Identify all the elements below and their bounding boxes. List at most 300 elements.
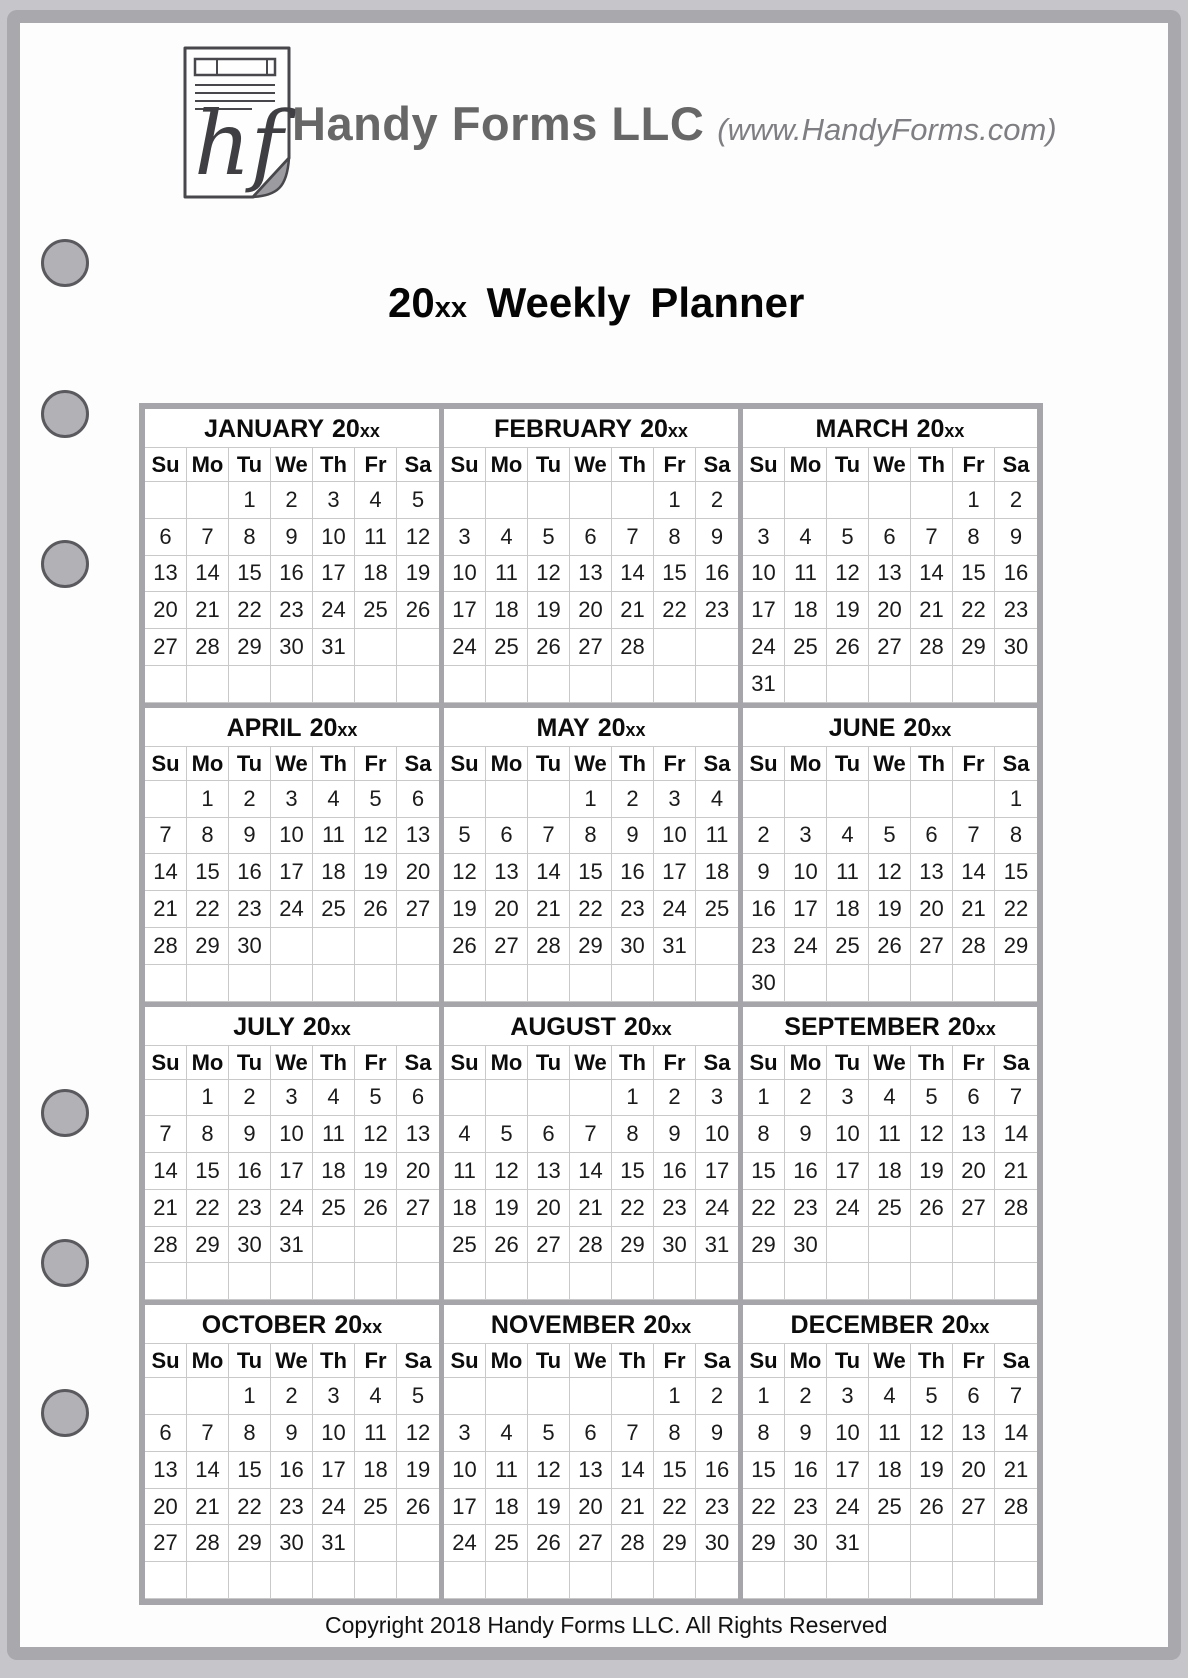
day-cell: 8 [570, 818, 612, 855]
day-cell: 5 [444, 818, 486, 855]
day-cell: 2 [785, 1080, 827, 1117]
day-cell: 9 [696, 519, 738, 556]
month-title [743, 409, 1037, 448]
day-cell: 19 [911, 1452, 953, 1489]
day-cell: 26 [355, 1190, 397, 1227]
day-cell: 17 [313, 556, 355, 593]
empty-day-cell [313, 1562, 355, 1599]
day-cell: 28 [995, 1190, 1037, 1227]
day-cell: 7 [145, 818, 187, 855]
empty-day-cell [911, 1525, 953, 1562]
day-cell: 11 [313, 818, 355, 855]
day-cell: 23 [995, 592, 1037, 629]
day-cell: 9 [743, 854, 785, 891]
empty-day-cell [869, 1562, 911, 1599]
day-cell: 23 [271, 592, 313, 629]
month-name: MARCH [815, 415, 909, 443]
day-cell: 14 [187, 1452, 229, 1489]
day-of-week-header: Sa [995, 448, 1037, 482]
day-cell: 26 [397, 592, 439, 629]
day-cell: 9 [271, 519, 313, 556]
month-year-prefix: 20 [309, 713, 338, 742]
month-calendar [145, 1007, 439, 1301]
day-cell: 24 [785, 928, 827, 965]
title-text: Weekly Planner [486, 279, 805, 326]
month-days-grid [444, 1080, 738, 1301]
day-cell: 1 [654, 1378, 696, 1415]
empty-day-cell [355, 1227, 397, 1264]
day-cell: 20 [397, 854, 439, 891]
day-cell: 19 [911, 1153, 953, 1190]
empty-day-cell [355, 666, 397, 703]
month-year-prefix: 20 [643, 1311, 672, 1340]
day-cell: 5 [355, 781, 397, 818]
day-cell: 16 [271, 556, 313, 593]
day-cell: 21 [995, 1153, 1037, 1190]
day-cell: 11 [355, 519, 397, 556]
day-cell: 6 [397, 781, 439, 818]
day-of-week-header: Tu [229, 747, 271, 781]
empty-day-cell [486, 781, 528, 818]
day-cell: 25 [313, 891, 355, 928]
day-cell: 20 [953, 1452, 995, 1489]
day-cell: 21 [145, 1190, 187, 1227]
day-cell: 13 [486, 854, 528, 891]
day-cell: 31 [743, 666, 785, 703]
day-of-week-header: We [271, 1344, 313, 1378]
day-cell: 5 [827, 519, 869, 556]
empty-day-cell [271, 1562, 313, 1599]
day-of-week-header: Su [743, 448, 785, 482]
day-cell: 14 [612, 556, 654, 593]
day-cell: 15 [995, 854, 1037, 891]
day-cell: 24 [827, 1489, 869, 1526]
empty-day-cell [444, 781, 486, 818]
empty-day-cell [743, 1263, 785, 1300]
month-calendar [444, 1007, 738, 1301]
day-of-week-header: Mo [187, 747, 229, 781]
empty-day-cell [612, 666, 654, 703]
empty-day-cell [313, 666, 355, 703]
day-cell: 10 [785, 854, 827, 891]
day-cell: 9 [612, 818, 654, 855]
day-cell: 27 [528, 1227, 570, 1264]
day-cell: 4 [313, 781, 355, 818]
day-of-week-header: We [570, 448, 612, 482]
empty-day-cell [827, 1227, 869, 1264]
empty-day-cell [528, 1378, 570, 1415]
day-of-week-header: Tu [528, 448, 570, 482]
day-cell: 23 [271, 1489, 313, 1526]
day-cell: 5 [911, 1378, 953, 1415]
day-cell: 27 [911, 928, 953, 965]
empty-day-cell [313, 928, 355, 965]
empty-day-cell [570, 482, 612, 519]
day-cell: 5 [528, 1415, 570, 1452]
day-cell: 20 [397, 1153, 439, 1190]
empty-day-cell [953, 1562, 995, 1599]
month-calendar [743, 1007, 1037, 1301]
day-cell: 20 [145, 592, 187, 629]
day-cell: 19 [355, 854, 397, 891]
day-cell: 5 [486, 1116, 528, 1153]
empty-day-cell [145, 1562, 187, 1599]
empty-day-cell [696, 666, 738, 703]
day-cell: 18 [696, 854, 738, 891]
day-cell: 7 [995, 1378, 1037, 1415]
day-of-week-header: Mo [187, 1344, 229, 1378]
day-cell: 12 [869, 854, 911, 891]
day-cell: 9 [696, 1415, 738, 1452]
day-cell: 27 [397, 1190, 439, 1227]
empty-day-cell [355, 1562, 397, 1599]
day-of-week-header: We [271, 448, 313, 482]
day-cell: 20 [528, 1190, 570, 1227]
day-cell: 19 [528, 1489, 570, 1526]
empty-day-cell [827, 965, 869, 1002]
empty-day-cell [869, 781, 911, 818]
day-cell: 10 [271, 818, 313, 855]
day-cell: 9 [271, 1415, 313, 1452]
day-cell: 2 [654, 1080, 696, 1117]
empty-day-cell [313, 965, 355, 1002]
day-cell: 17 [827, 1153, 869, 1190]
day-cell: 28 [953, 928, 995, 965]
day-cell: 21 [187, 592, 229, 629]
day-cell: 30 [696, 1525, 738, 1562]
empty-day-cell [953, 781, 995, 818]
day-of-week-header: We [271, 747, 313, 781]
empty-day-cell [953, 1263, 995, 1300]
website-url: (www.HandyForms.com) [717, 112, 1057, 147]
day-cell: 1 [570, 781, 612, 818]
day-of-week-header: Su [743, 747, 785, 781]
day-of-week-header: Fr [654, 1344, 696, 1378]
day-cell: 17 [313, 1452, 355, 1489]
month-calendar [743, 708, 1037, 1002]
month-calendar [444, 409, 738, 703]
day-cell: 26 [355, 891, 397, 928]
day-cell: 17 [743, 592, 785, 629]
day-of-week-header: Sa [397, 448, 439, 482]
day-cell: 4 [444, 1116, 486, 1153]
empty-day-cell [570, 1080, 612, 1117]
day-cell: 15 [187, 854, 229, 891]
day-cell: 5 [869, 818, 911, 855]
day-cell: 8 [743, 1415, 785, 1452]
month-year-prefix: 20 [302, 1012, 331, 1041]
month-year-prefix: 20 [941, 1311, 970, 1340]
day-cell: 1 [229, 482, 271, 519]
weekday-header-row [444, 747, 738, 781]
month-name: JUNE [828, 713, 896, 742]
day-cell: 18 [869, 1452, 911, 1489]
month-year-small: xx [671, 1317, 692, 1338]
day-cell: 2 [696, 1378, 738, 1415]
empty-day-cell [229, 1263, 271, 1300]
day-cell: 6 [145, 1415, 187, 1452]
empty-day-cell [528, 482, 570, 519]
empty-day-cell [271, 1263, 313, 1300]
day-of-week-header: Su [743, 1344, 785, 1378]
day-cell: 30 [229, 928, 271, 965]
month-days-grid [145, 482, 439, 703]
empty-day-cell [187, 482, 229, 519]
month-days-grid [444, 1378, 738, 1599]
day-cell: 30 [785, 1525, 827, 1562]
empty-day-cell [827, 1562, 869, 1599]
day-of-week-header: Mo [486, 1344, 528, 1378]
month-days-grid [145, 1378, 439, 1599]
day-of-week-header: Sa [397, 1344, 439, 1378]
month-year-small: xx [651, 1018, 672, 1039]
day-cell: 4 [313, 1080, 355, 1117]
empty-day-cell [528, 1263, 570, 1300]
day-cell: 25 [355, 592, 397, 629]
day-cell: 1 [229, 1378, 271, 1415]
day-cell: 3 [654, 781, 696, 818]
empty-day-cell [995, 1263, 1037, 1300]
day-of-week-header: We [570, 1344, 612, 1378]
day-of-week-header: Mo [187, 448, 229, 482]
day-cell: 27 [486, 928, 528, 965]
month-days-grid [743, 482, 1037, 703]
day-cell: 4 [869, 1080, 911, 1117]
day-cell: 3 [313, 1378, 355, 1415]
empty-day-cell [743, 1562, 785, 1599]
day-of-week-header: Tu [827, 1046, 869, 1080]
day-of-week-header: Fr [355, 1344, 397, 1378]
day-cell: 21 [570, 1190, 612, 1227]
day-cell: 20 [869, 592, 911, 629]
day-of-week-header: Tu [229, 1046, 271, 1080]
day-cell: 7 [995, 1080, 1037, 1117]
weekday-header-row [743, 1344, 1037, 1378]
day-of-week-header: Su [145, 747, 187, 781]
empty-day-cell [313, 1227, 355, 1264]
day-cell: 31 [313, 1525, 355, 1562]
day-of-week-header: Mo [187, 1046, 229, 1080]
day-cell: 11 [486, 1452, 528, 1489]
day-cell: 13 [869, 556, 911, 593]
day-cell: 5 [397, 482, 439, 519]
empty-day-cell [869, 1227, 911, 1264]
empty-day-cell [785, 1562, 827, 1599]
empty-day-cell [187, 666, 229, 703]
day-of-week-header: Th [313, 1344, 355, 1378]
month-year-small: xx [330, 1018, 351, 1039]
day-cell: 6 [911, 818, 953, 855]
day-cell: 26 [444, 928, 486, 965]
month-name: MAY [536, 713, 590, 742]
month-name: NOVEMBER [490, 1311, 636, 1340]
day-of-week-header: Th [313, 1046, 355, 1080]
day-of-week-header: Th [612, 1046, 654, 1080]
month-name: FEBRUARY [494, 415, 633, 443]
weekday-header-row [743, 1046, 1037, 1080]
month-title [145, 1305, 439, 1344]
day-cell: 10 [743, 556, 785, 593]
month-days-grid [743, 781, 1037, 1002]
empty-day-cell [444, 1263, 486, 1300]
day-cell: 10 [313, 1415, 355, 1452]
day-of-week-header: Fr [355, 747, 397, 781]
day-cell: 20 [953, 1153, 995, 1190]
day-cell: 28 [612, 1525, 654, 1562]
empty-day-cell [869, 965, 911, 1002]
day-cell: 12 [911, 1116, 953, 1153]
day-of-week-header: Fr [654, 747, 696, 781]
day-cell: 7 [953, 818, 995, 855]
day-cell: 10 [827, 1116, 869, 1153]
day-cell: 31 [654, 928, 696, 965]
day-cell: 29 [654, 1525, 696, 1562]
day-cell: 6 [570, 519, 612, 556]
day-cell: 14 [995, 1116, 1037, 1153]
empty-day-cell [444, 1562, 486, 1599]
empty-day-cell [911, 1562, 953, 1599]
weekday-header-row [743, 448, 1037, 482]
day-cell: 14 [145, 1153, 187, 1190]
day-cell: 27 [953, 1190, 995, 1227]
day-cell: 17 [271, 854, 313, 891]
day-cell: 13 [145, 556, 187, 593]
day-cell: 14 [612, 1452, 654, 1489]
day-of-week-header: Su [444, 448, 486, 482]
month-title [444, 1305, 738, 1344]
day-cell: 21 [911, 592, 953, 629]
day-cell: 29 [229, 1525, 271, 1562]
day-cell: 22 [187, 1190, 229, 1227]
day-cell: 1 [654, 482, 696, 519]
day-cell: 1 [612, 1080, 654, 1117]
empty-day-cell [145, 1080, 187, 1117]
empty-day-cell [612, 1562, 654, 1599]
day-cell: 16 [654, 1153, 696, 1190]
day-of-week-header: Mo [785, 448, 827, 482]
empty-day-cell [911, 1263, 953, 1300]
day-cell: 27 [145, 1525, 187, 1562]
month-name: AUGUST [510, 1012, 616, 1041]
day-cell: 25 [486, 629, 528, 666]
company-name: Handy Forms LLC [292, 97, 705, 150]
day-cell: 13 [397, 818, 439, 855]
empty-day-cell [187, 1378, 229, 1415]
day-cell: 22 [995, 891, 1037, 928]
day-cell: 15 [654, 1452, 696, 1489]
day-of-week-header: Tu [827, 1344, 869, 1378]
day-of-week-header: Tu [528, 747, 570, 781]
day-of-week-header: Th [911, 747, 953, 781]
day-cell: 28 [612, 629, 654, 666]
day-cell: 8 [743, 1116, 785, 1153]
day-cell: 8 [229, 1415, 271, 1452]
day-cell: 24 [313, 592, 355, 629]
day-cell: 10 [444, 1452, 486, 1489]
day-cell: 6 [570, 1415, 612, 1452]
day-cell: 20 [486, 891, 528, 928]
handy-forms-logo-icon [180, 44, 294, 204]
day-cell: 7 [612, 1415, 654, 1452]
day-cell: 21 [995, 1452, 1037, 1489]
day-of-week-header: Su [743, 1046, 785, 1080]
empty-day-cell [397, 1227, 439, 1264]
day-cell: 2 [612, 781, 654, 818]
day-cell: 27 [145, 629, 187, 666]
day-of-week-header: Su [145, 1344, 187, 1378]
day-cell: 18 [486, 1489, 528, 1526]
month-calendar [145, 1305, 439, 1599]
day-of-week-header: Th [313, 448, 355, 482]
day-cell: 31 [271, 1227, 313, 1264]
empty-day-cell [397, 666, 439, 703]
day-cell: 24 [444, 629, 486, 666]
day-cell: 1 [953, 482, 995, 519]
day-cell: 18 [785, 592, 827, 629]
empty-day-cell [355, 1525, 397, 1562]
day-of-week-header: We [869, 1046, 911, 1080]
empty-day-cell [612, 1378, 654, 1415]
day-cell: 14 [953, 854, 995, 891]
day-cell: 25 [355, 1489, 397, 1526]
day-cell: 20 [911, 891, 953, 928]
day-of-week-header: Mo [486, 1046, 528, 1080]
day-cell: 25 [869, 1190, 911, 1227]
day-of-week-header: Mo [785, 1344, 827, 1378]
day-cell: 20 [145, 1489, 187, 1526]
empty-day-cell [444, 1080, 486, 1117]
month-title [145, 708, 439, 747]
month-year-prefix: 20 [640, 415, 668, 443]
day-cell: 3 [827, 1378, 869, 1415]
day-cell: 15 [654, 556, 696, 593]
month-year-prefix: 20 [334, 1311, 363, 1340]
day-cell: 4 [869, 1378, 911, 1415]
binder-hole [41, 390, 89, 438]
day-cell: 13 [145, 1452, 187, 1489]
day-of-week-header: Tu [827, 747, 869, 781]
day-cell: 31 [313, 629, 355, 666]
day-cell: 20 [570, 592, 612, 629]
day-cell: 25 [486, 1525, 528, 1562]
day-cell: 27 [570, 629, 612, 666]
day-cell: 15 [612, 1153, 654, 1190]
day-cell: 21 [953, 891, 995, 928]
day-cell: 24 [444, 1525, 486, 1562]
day-cell: 1 [995, 781, 1037, 818]
day-cell: 11 [444, 1153, 486, 1190]
month-name: SEPTEMBER [784, 1012, 940, 1041]
day-cell: 26 [827, 629, 869, 666]
day-cell: 18 [313, 854, 355, 891]
day-cell: 12 [528, 1452, 570, 1489]
month-calendar [145, 708, 439, 1002]
day-cell: 12 [911, 1415, 953, 1452]
day-cell: 18 [355, 1452, 397, 1489]
day-cell: 13 [528, 1153, 570, 1190]
day-cell: 25 [869, 1489, 911, 1526]
month-year-small: xx [944, 421, 965, 441]
day-cell: 4 [486, 1415, 528, 1452]
month-days-grid [444, 781, 738, 1002]
day-cell: 13 [397, 1116, 439, 1153]
day-cell: 29 [229, 629, 271, 666]
day-cell: 7 [911, 519, 953, 556]
empty-day-cell [911, 1227, 953, 1264]
title-year-small: xx [434, 292, 467, 324]
day-cell: 4 [827, 818, 869, 855]
day-cell: 9 [995, 519, 1037, 556]
